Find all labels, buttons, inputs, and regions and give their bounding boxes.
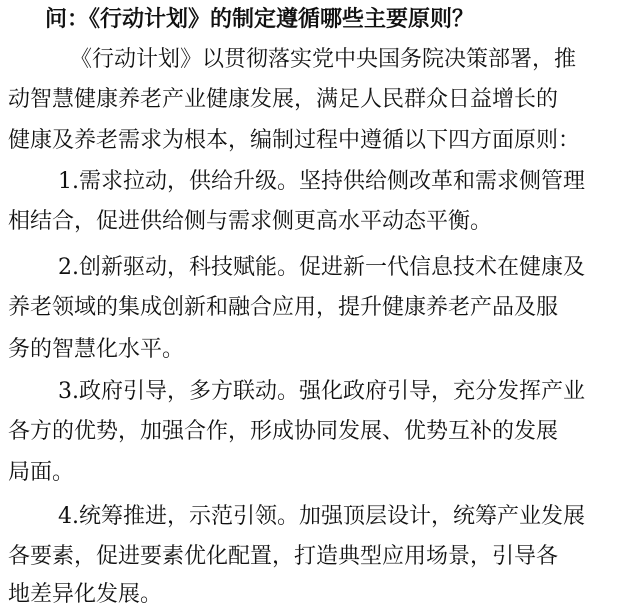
principle-1-line: 相结合，促进供给侧与需求侧更高水平动态平衡。 [8, 209, 493, 234]
principle-4-line: 地差异化发展。 [8, 582, 163, 607]
question-title: 问：《行动计划》的制定遵循哪些主要原则？ [45, 7, 475, 32]
principle-4-heading-line: 4.统筹推进，示范引领。加强顶层设计，统筹产业发展 [58, 504, 585, 529]
intro-line: 动智慧健康养老产业健康发展，满足人民群众日益增长的 [8, 87, 559, 112]
principle-2-heading-line: 2.创新驱动，科技赋能。促进新一代信息技术在健康及 [58, 255, 585, 280]
principle-1-heading-line: 1.需求拉动，供给升级。坚持供给侧改革和需求侧管理 [58, 169, 585, 194]
intro-line: 健康及养老需求为根本，编制过程中遵循以下四方面原则： [8, 128, 581, 153]
principle-4-line: 各要素，促进要素优化配置，打造典型应用场景，引导各 [8, 544, 559, 569]
principle-3-line: 局面。 [8, 460, 75, 485]
principle-2-line: 养老领域的集成创新和融合应用，提升健康养老产品及服 [8, 295, 559, 320]
principle-3-heading-line: 3.政府引导，多方联动。强化政府引导，充分发挥产业 [58, 379, 585, 404]
principle-3-line: 各方的优势，加强合作，形成协同发展、优势互补的发展 [8, 419, 559, 444]
intro-line: 《行动计划》以贯彻落实党中央国务院决策部署，推 [70, 47, 577, 72]
principle-2-line: 务的智慧化水平。 [8, 337, 185, 362]
